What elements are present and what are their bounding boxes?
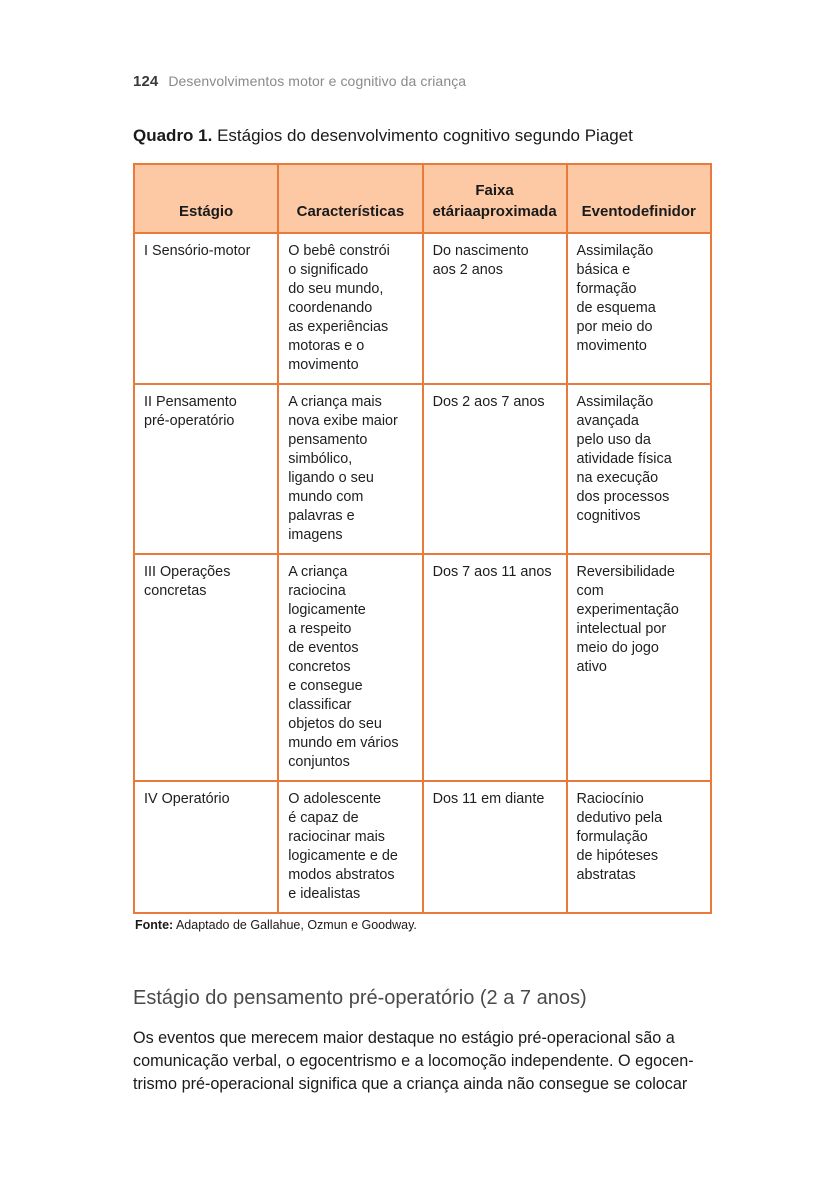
- running-head-title: Desenvolvimentos motor e cognitivo da criança: [168, 73, 467, 89]
- cell-age-range: Dos 11 em diante: [423, 781, 567, 913]
- table-source: [135, 918, 417, 932]
- cell-age-range: Dos 7 aos 11 anos: [423, 554, 567, 781]
- running-head: [133, 73, 466, 90]
- cell-characteristics: A criança raciocina logicamente a respeito de eventos concretos e consegue classificar objetos do seu mundo em vários conjuntos: [278, 554, 422, 781]
- header-characteristics: Características: [278, 164, 422, 233]
- cell-defining-event: Assimilação avançada pelo uso da atividade física na execução dos processos cognitivos: [567, 384, 711, 554]
- cell-stage: IV Operatório: [134, 781, 278, 913]
- header-defining-event: Eventodefinidor: [567, 164, 711, 233]
- caption-text: Estágios do desenvolvimento cognitivo segundo Piaget: [212, 126, 633, 145]
- cell-stage: I Sensório-motor: [134, 233, 278, 384]
- source-text: Adaptado de Gallahue, Ozmun e Goodway.: [173, 918, 417, 932]
- paragraph-line: Os eventos que merecem maior destaque no estágio pré-operacional são a: [133, 1029, 675, 1047]
- cell-characteristics: O bebê constrói o significado do seu mundo, coordenando as experiências motoras e o movimento: [278, 233, 422, 384]
- cell-age-range: Do nascimento aos 2 anos: [423, 233, 567, 384]
- table-header-row: [134, 164, 711, 233]
- table-row: [134, 554, 711, 781]
- cell-stage: III Operações concretas: [134, 554, 278, 781]
- page-number: 124: [133, 73, 159, 90]
- cell-defining-event: Reversibilidade com experimentação intelectual por meio do jogo ativo: [567, 554, 711, 781]
- table-row: [134, 384, 711, 554]
- header-age-range: Faixa etáriaaproximada: [423, 164, 567, 233]
- cell-age-range: Dos 2 aos 7 anos: [423, 384, 567, 554]
- cell-defining-event: Raciocínio dedutivo pela formulação de hipóteses abstratas: [567, 781, 711, 913]
- caption-label: Quadro 1.: [133, 126, 213, 145]
- cell-stage: II Pensamento pré-operatório: [134, 384, 278, 554]
- source-label: Fonte:: [135, 918, 174, 932]
- piaget-stages-table: [133, 163, 712, 914]
- paragraph-line: comunicação verbal, o egocentrismo e a locomoção independente. O egocen-: [133, 1052, 694, 1070]
- cell-characteristics: A criança mais nova exibe maior pensamento simbólico, ligando o seu mundo com palavras e imagens: [278, 384, 422, 554]
- cell-defining-event: Assimilação básica e formação de esquema por meio do movimento: [567, 233, 711, 384]
- paragraph-line: trismo pré-operacional significa que a criança ainda não consegue se colocar: [133, 1075, 688, 1093]
- header-stage: Estágio: [134, 164, 278, 233]
- section-heading: Estágio do pensamento pré-operatório (2 a 7 anos): [133, 987, 587, 1009]
- table-row: [134, 781, 711, 913]
- cell-characteristics: O adolescente é capaz de raciocinar mais logicamente e de modos abstratos e idealistas: [278, 781, 422, 913]
- table-caption: [133, 126, 633, 146]
- body-paragraph: [133, 1027, 713, 1096]
- table-row: [134, 233, 711, 384]
